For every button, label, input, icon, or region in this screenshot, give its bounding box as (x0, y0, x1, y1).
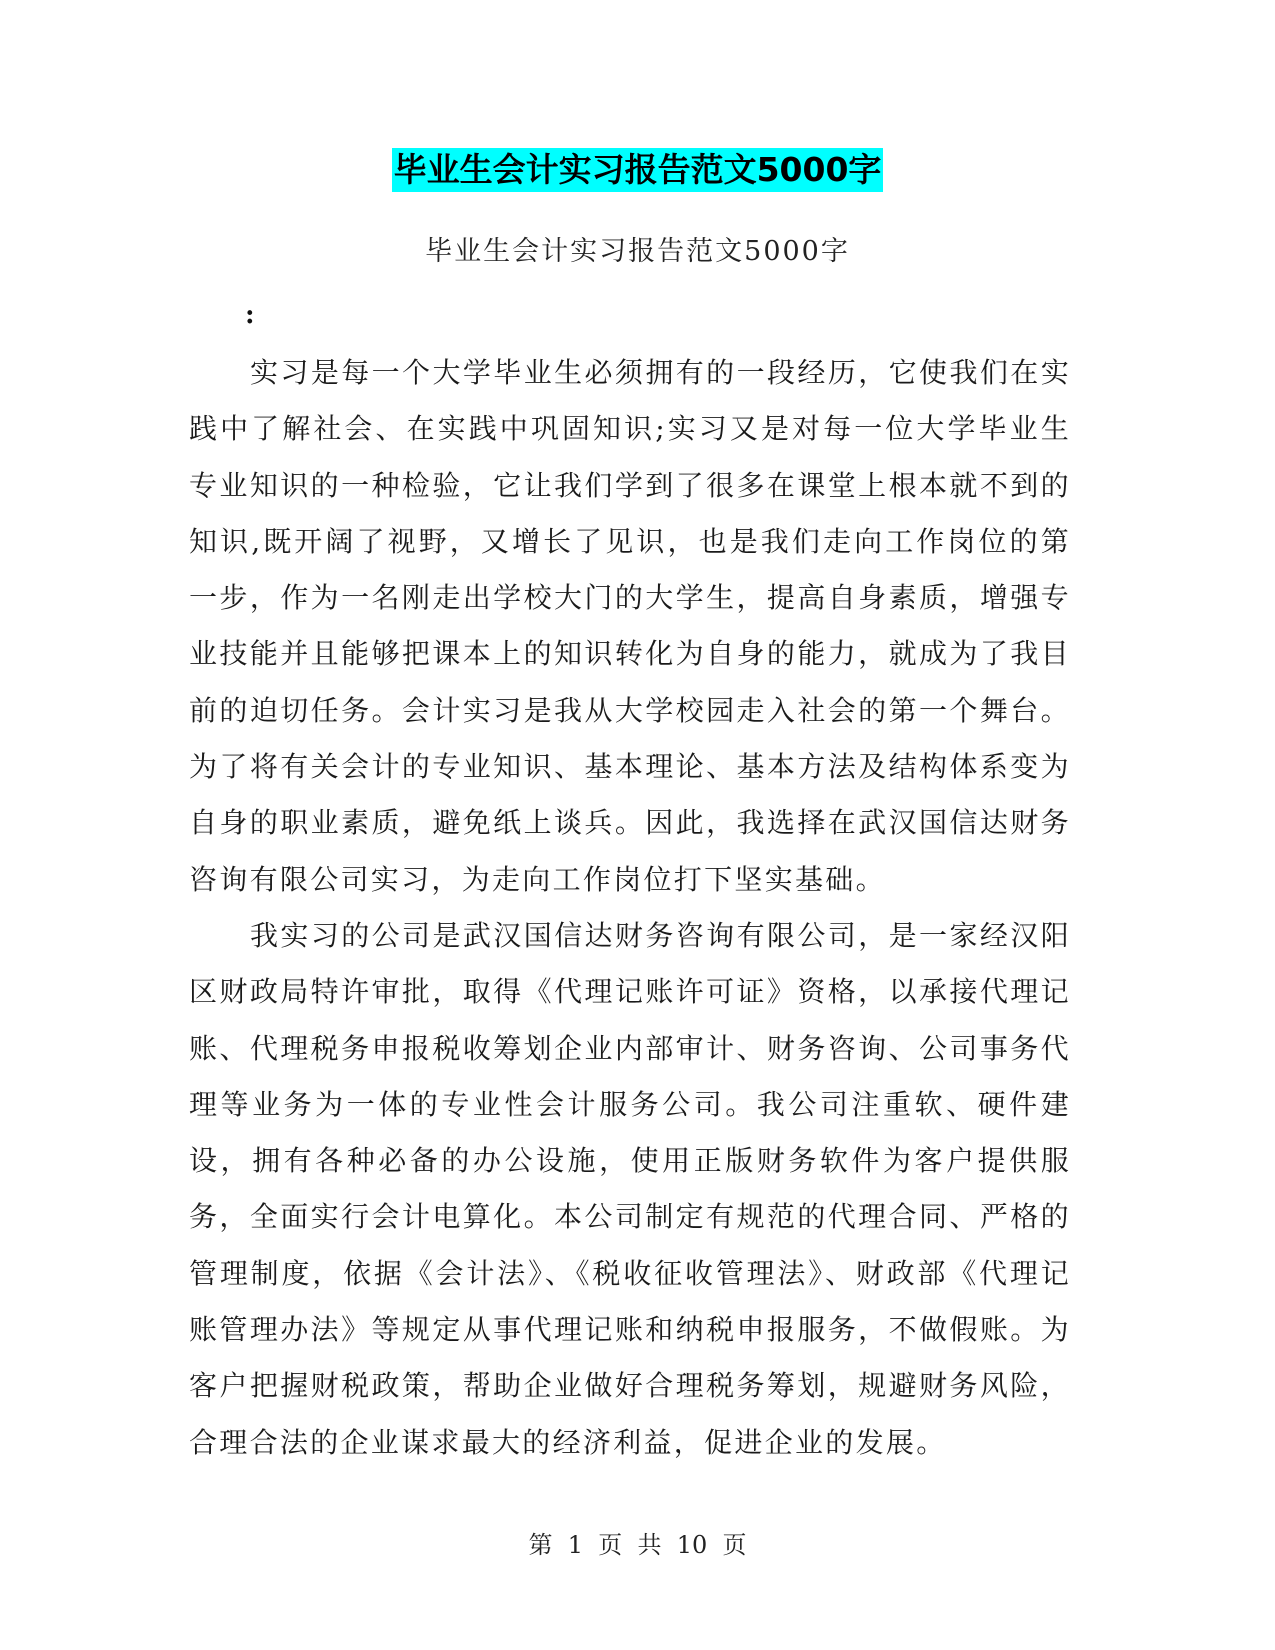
page-footer: 第 1 页 共 10 页 (528, 1531, 747, 1559)
page-title: 毕业生会计实习报告范文5000字 (392, 148, 884, 192)
page-title-container (0, 148, 1275, 192)
paragraph-1: 实习是每一个大学毕业生必须拥有的一段经历，它使我们在实践中了解社会、在实践中巩固知识;实习又是对每一位大学毕业生专业知识的一种检验，它让我们学到了很多在课堂上根本就不到的知识,既开阔了视野，又增长了见识，也是我们走向工作岗位的第一步，作为一名刚走出学校大门的大学生，提高自身素质，增强专业技能并且能够把课本上的知识转化为自身的能力，就成为了我目前的迫切任务。会计实习是我从大学校园走入社会的第一个舞台。为了将有关会计的专业知识、基本理论、基本方法及结构体系变为自身的职业素质，避免纸上谈兵。因此，我选择在武汉国信达财务咨询有限公司实习，为走向工作岗位打下坚实基础。 (189, 356, 1071, 896)
paragraph-2: 我实习的公司是武汉国信达财务咨询有限公司，是一家经汉阳区财政局特许审批，取得《代理记账许可证》资格，以承接代理记账、代理税务申报税收筹划企业内部审计、财务咨询、公司事务代理等业务为一体的专业性会计服务公司。我公司注重软、硬件建设，拥有各种必备的办公设施，使用正版财务软件为客户提供服务，全面实行会计电算化。本公司制定有规范的代理合同、严格的管理制度，依据《会计法》、《税收征收管理法》、财政部《代理记账管理办法》等规定从事代理记账和纳税申报服务，不做假账。为客户把握财税政策，帮助企业做好合理税务筹划，规避财务风险，合理合法的企业谋求最大的经济利益，促进企业的发展。 (189, 918, 1071, 1459)
body-text (189, 345, 1071, 1471)
colon-mark: : (245, 300, 255, 330)
document-subtitle: 毕业生会计实习报告范文5000字 (425, 236, 850, 267)
